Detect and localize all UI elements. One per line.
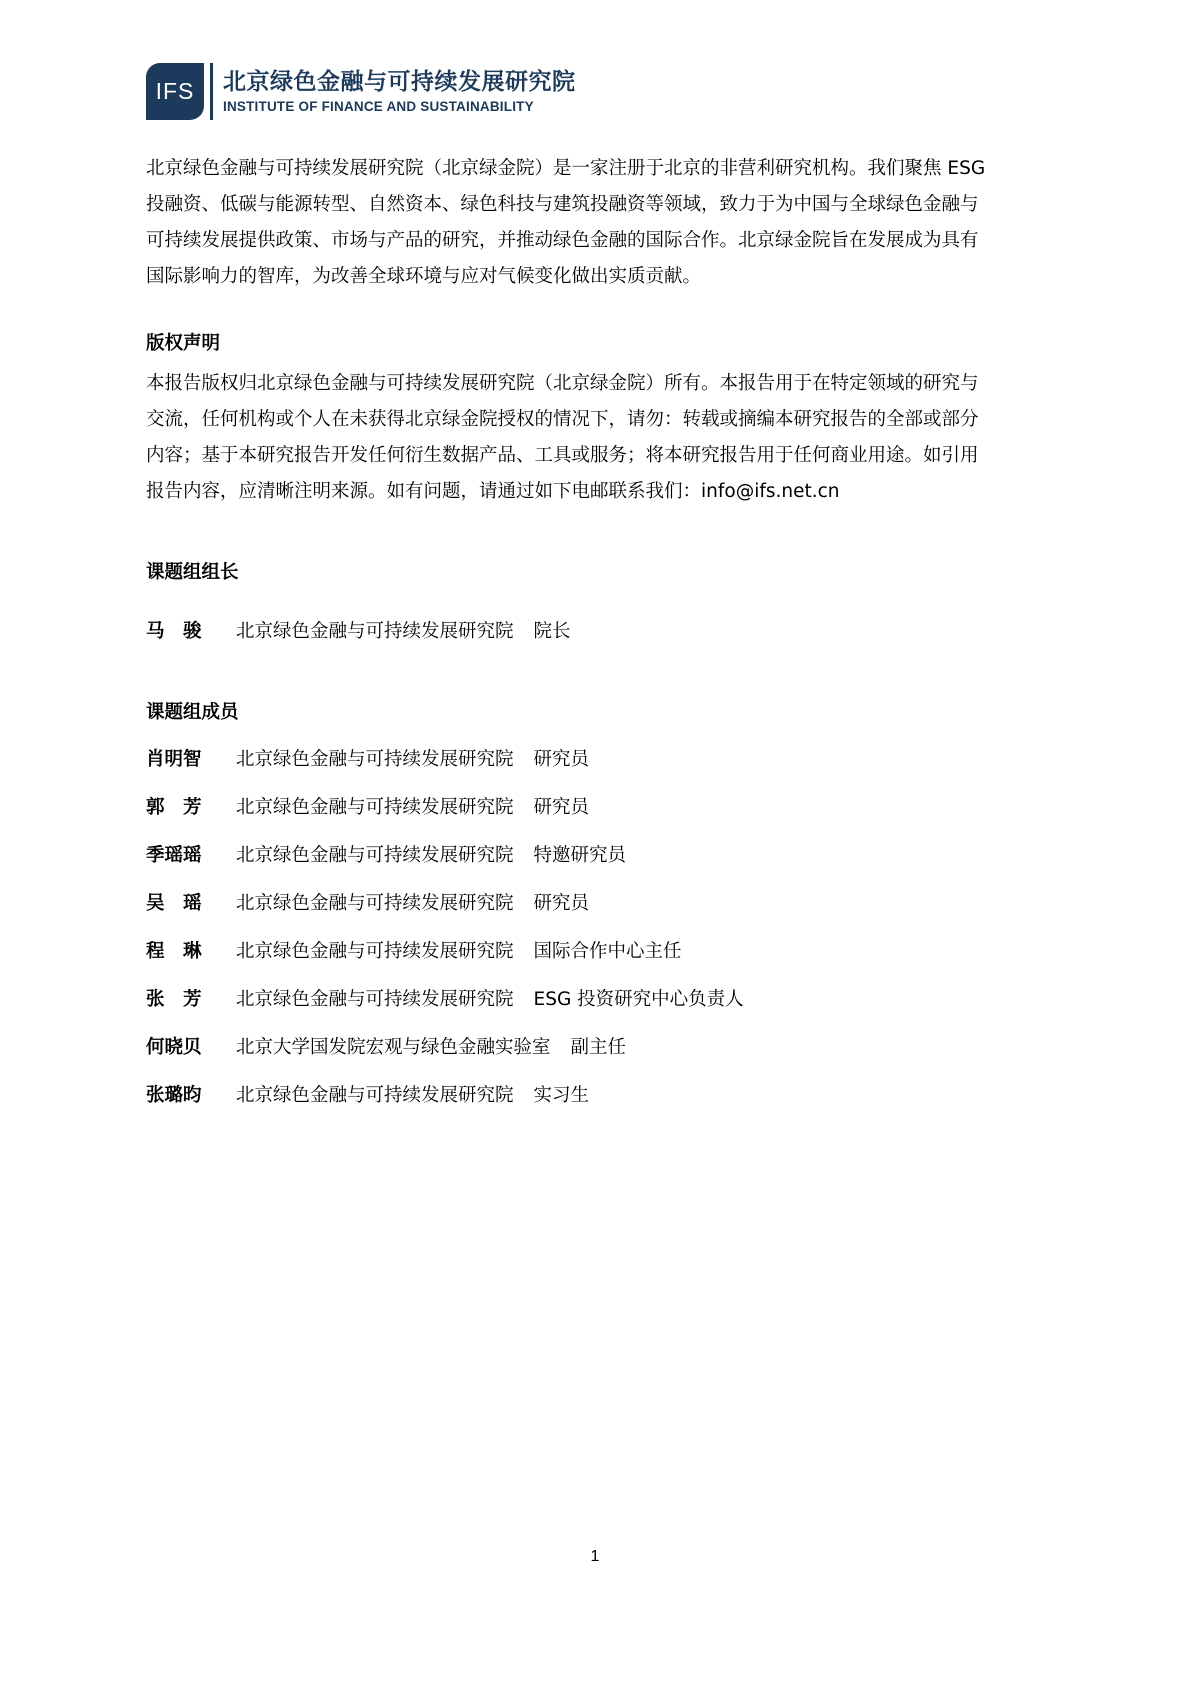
member-row: [146, 842, 626, 870]
member-role: 特邀研究员: [533, 845, 627, 866]
member-row: [146, 938, 682, 966]
member-row: [146, 618, 571, 646]
member-org: 北京大学国发院宏观与绿色金融实验室: [236, 1037, 551, 1058]
copyright-line: 交流，任何机构或个人在未获得北京绿金院授权的情况下，请勿：转载或摘编本研究报告的全部或部分: [146, 409, 979, 430]
leader-heading: 课题组组长: [146, 562, 239, 583]
member-org: 北京绿色金融与可持续发展研究院: [236, 1085, 514, 1106]
member-name: 何晓贝: [146, 1037, 202, 1058]
logo-mark: IFS: [146, 63, 204, 120]
copyright-line: 本报告版权归北京绿色金融与可持续发展研究院（北京绿金院）所有。本报告用于在特定领域的研究与: [146, 373, 979, 394]
member-name: 吴 瑶: [146, 893, 202, 914]
member-org: 北京绿色金融与可持续发展研究院: [236, 621, 514, 642]
logo-divider: [210, 63, 213, 120]
member-role: 研究员: [533, 749, 590, 770]
logo-text: [223, 68, 576, 116]
member-role: ESG 投资研究中心负责人: [533, 989, 744, 1010]
org-name-en: INSTITUTE OF FINANCE AND SUSTAINABILITY: [223, 98, 534, 114]
page-number: 1: [590, 1548, 600, 1565]
intro-line: 北京绿色金融与可持续发展研究院（北京绿金院）是一家注册于北京的非营利研究机构。我们聚焦 ESG: [146, 158, 986, 179]
member-name: 张璐昀: [146, 1085, 202, 1106]
copyright-heading: 版权声明: [146, 333, 221, 354]
member-org: 北京绿色金融与可持续发展研究院: [236, 797, 514, 818]
member-org: 北京绿色金融与可持续发展研究院: [236, 893, 514, 914]
intro-line: 投融资、低碳与能源转型、自然资本、绿色科技与建筑投融资等领域，致力于为中国与全球绿色金融与: [146, 194, 979, 215]
members-heading: 课题组成员: [146, 702, 239, 723]
ifs-logo: [146, 63, 576, 120]
copyright-line: 报告内容，应清晰注明来源。如有问题，请通过如下电邮联系我们：info@ifs.net.cn: [146, 481, 840, 502]
member-role: 副主任: [570, 1037, 627, 1058]
member-name: 肖明智: [146, 749, 202, 770]
member-role: 研究员: [533, 797, 590, 818]
member-org: 北京绿色金融与可持续发展研究院: [236, 845, 514, 866]
member-org: 北京绿色金融与可持续发展研究院: [236, 749, 514, 770]
member-role: 院长: [533, 621, 571, 642]
member-name: 季瑶瑶: [146, 845, 202, 866]
member-role: 国际合作中心主任: [533, 941, 682, 962]
copyright-line: 内容；基于本研究报告开发任何衍生数据产品、工具或服务；将本研究报告用于任何商业用途。如引用: [146, 445, 979, 466]
member-org: 北京绿色金融与可持续发展研究院: [236, 941, 514, 962]
member-name: 马 骏: [146, 621, 202, 642]
member-row: [146, 794, 589, 822]
org-name-cn: 北京绿色金融与可持续发展研究院: [223, 68, 576, 95]
copyright-paragraph: [146, 366, 1046, 510]
intro-paragraph: [146, 151, 1046, 295]
member-role: 研究员: [533, 893, 590, 914]
member-row: [146, 746, 589, 774]
member-name: 郭 芳: [146, 797, 202, 818]
member-row: [146, 986, 744, 1014]
member-role: 实习生: [533, 1085, 590, 1106]
member-row: [146, 1082, 589, 1110]
member-row: [146, 890, 589, 918]
member-name: 程 琳: [146, 941, 202, 962]
member-name: 张 芳: [146, 989, 202, 1010]
intro-line: 可持续发展提供政策、市场与产品的研究，并推动绿色金融的国际合作。北京绿金院旨在发展成为具有: [146, 230, 979, 251]
member-row: [146, 1034, 626, 1062]
member-org: 北京绿色金融与可持续发展研究院: [236, 989, 514, 1010]
intro-line: 国际影响力的智库，为改善全球环境与应对气候变化做出实质贡献。: [146, 266, 702, 287]
